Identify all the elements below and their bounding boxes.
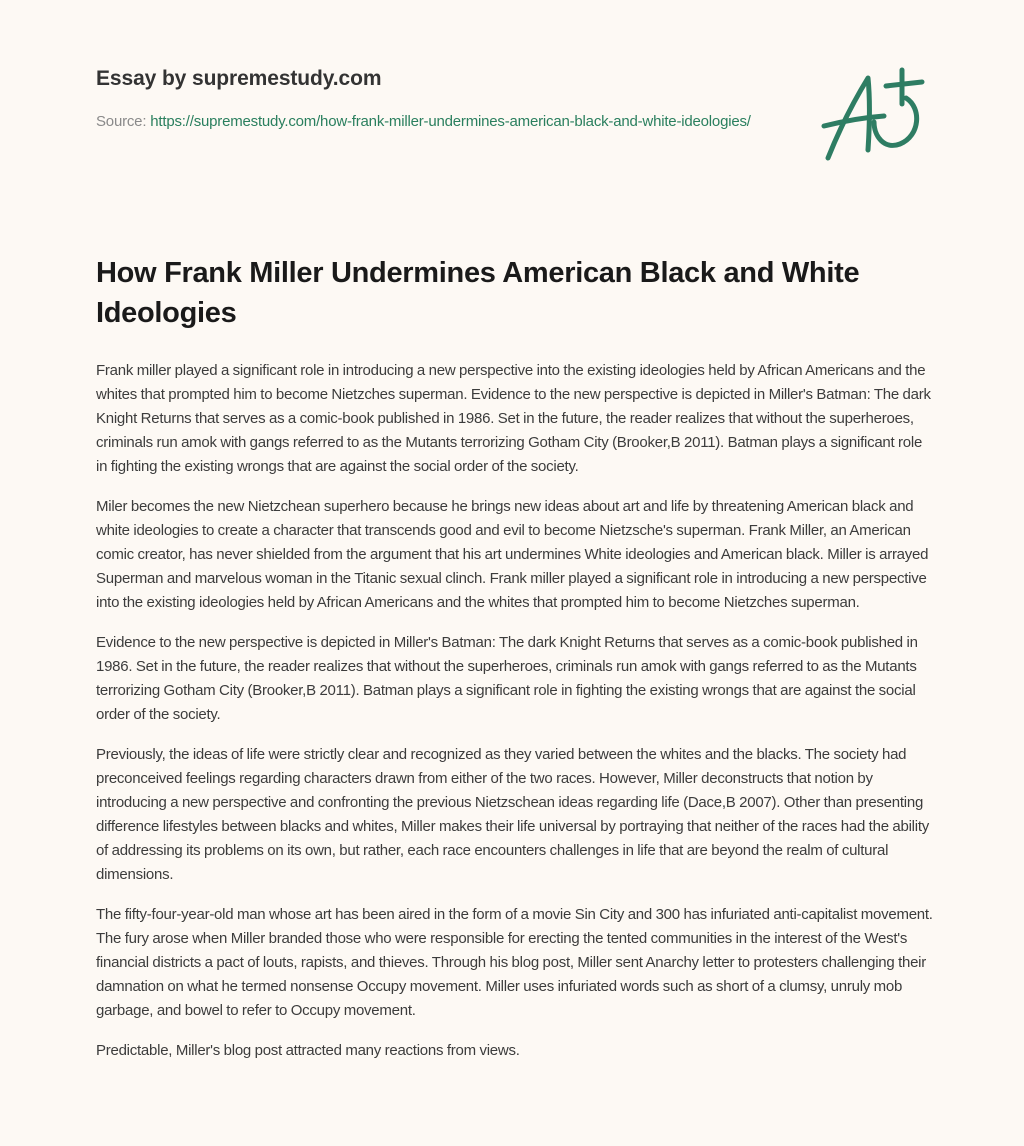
essay-paragraph: Predictable, Miller's blog post attracted many reactions from views. [96, 1042, 520, 1059]
essay-paragraph: The fifty-four-year-old man whose art has been aired in the form of a movie Sin City and 300 has infuriated anti-capitalist movement. The fury arose when Miller branded those who were responsible for erecting the tented communities in the interest of the West's financial districts a pact of louts, rapists, and thieves. Through his blog post, Miller sent Anarchy letter to protesters challenging their damnation on what he termed nonsense Occupy movement. Miller uses infuriated words such as short of a clumsy, unruly mob garbage, and bowel to refer to Occupy movement. [96, 906, 933, 1019]
essay-paragraph: Previously, the ideas of life were strictly clear and recognized as they varied between the whites and the blacks. The society had preconceived feelings regarding characters drawn from either of the two races. However, Miller deconstructs that notion by introducing a new perspective and confronting the previous Nietzschean ideas regarding life (Dace,B 2007). Other than presenting difference lifestyles between blacks and whites, Miller makes their life universal by portraying that neither of the races had the ability of addressing its problems on its own, but rather, each race encounters challenges in life that are beyond the realm of cultural dimensions. [96, 746, 930, 883]
essay-paragraph: Evidence to the new perspective is depicted in Miller's Batman: The dark Knight Returns that serves as a comic-book published in 1986. Set in the future, the reader realizes that without the superheroes, criminals run amok with gangs referred to as the Mutants terrorizing Gotham City (Brooker,B 2011). Batman plays a significant role in fighting the existing wrongs that are against the social order of the society. [96, 634, 918, 723]
source-link[interactable]: https://supremestudy.com/how-frank-miller-undermines-american-black-and-white-ideologies/ [150, 113, 751, 130]
essay-paragraph: Miler becomes the new Nietzchean superhero because he brings new ideas about art and life by threatening American black and white ideologies to create a character that transcends good and evil to become Nietzsche's superman. Frank Miller, an American comic creator, has never shielded from the argument that his art undermines White ideologies and American black. Miller is arrayed Superman and marvelous woman in the Titanic sexual clinch. Frank miller played a significant role in introducing a new perspective into the existing ideologies held by African Americans and the whites that prompted him to become Nietzches superman. [96, 498, 929, 611]
site-title: Essay by supremestudy.com [96, 67, 382, 90]
source-label: Source: [96, 113, 151, 130]
a-plus-grade-icon [818, 64, 938, 168]
essay-title: How Frank Miller Undermines American Black and White Ideologies [96, 257, 860, 329]
page-header [96, 64, 776, 134]
source-line [96, 110, 776, 134]
essay-paragraph: Frank miller played a significant role in introducing a new perspective into the existing ideologies held by African Americans and the whites that prompted him to become Nietzches superman. Evidence to the new perspective is depicted in Miller's Batman: The dark Knight Returns that serves as a comic-book published in 1986. Set in the future, the reader realizes that without the superheroes, criminals run amok with gangs referred to as the Mutants terrorizing Gotham City (Brooker,B 2011). Batman plays a significant role in fighting the existing wrongs that are against the social order of the society. [96, 362, 931, 475]
essay-content [96, 253, 936, 1079]
